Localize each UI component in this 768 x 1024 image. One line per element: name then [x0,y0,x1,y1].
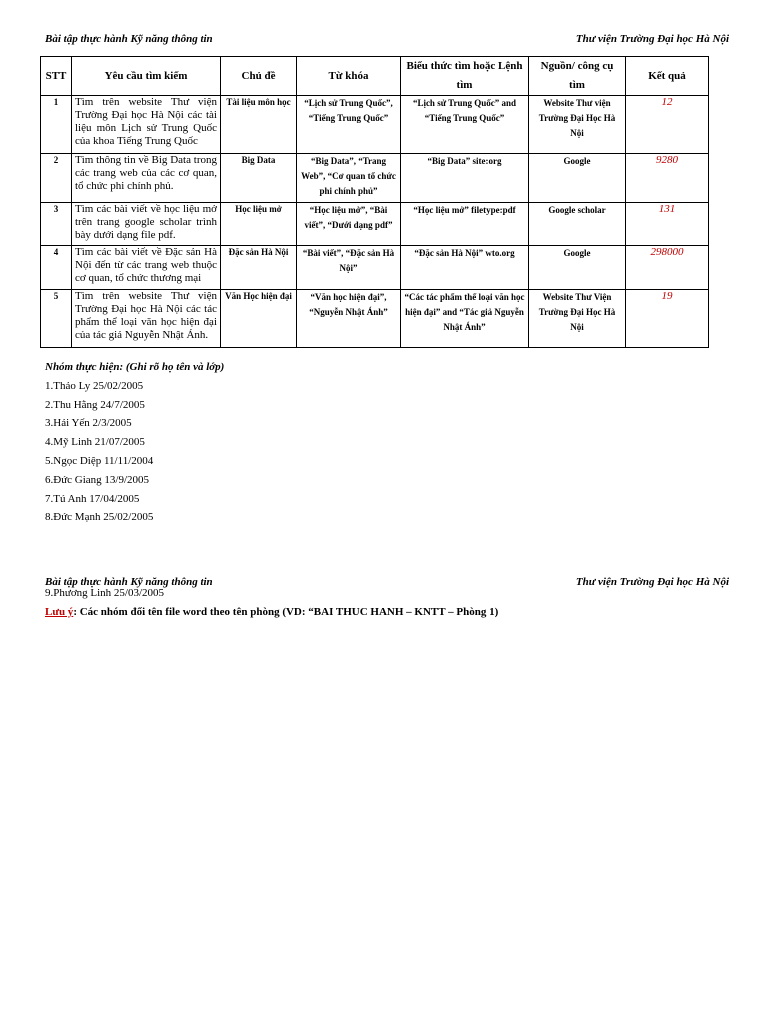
table-row [41,290,709,348]
search-request: Tìm trên website Thư viện Trường Đại học Hà Nội các tài liệu môn Lịch sử Trung Quốc của khoa Tiếng Trung Quốc [72,96,221,154]
list-item: 2.Thu Hằng 24/7/2005 [45,398,145,411]
table-row [41,96,709,154]
keywords: “Big Data”, “Trang Web”, “Cơ quan tổ chức phi chính phủ” [297,154,401,203]
table-header-row [41,57,709,96]
row-number: 5 [41,290,72,348]
search-request: Tìm các bài viết về Đặc sản Hà Nội đến từ các trang web thuộc cơ quan, tổ chức thương mại [72,246,221,290]
column-header-request: Yêu cầu tìm kiếm [72,57,221,96]
column-header-result: Kết quả [626,57,709,96]
header-left: Bài tập thực hành Kỹ năng thông tin [45,576,213,588]
search-source: Google [529,154,626,203]
search-request: Tìm trên website Thư viện Trường Đại học Hà Nội các tác phẩm thể loại văn học hiện đại của tác giả Nguyễn Nhật Ánh. [72,290,221,348]
result-count: 131 [626,203,709,246]
keywords: “Lịch sử Trung Quốc”, “Tiếng Trung Quốc” [297,96,401,154]
list-item: 8.Đức Mạnh 25/02/2005 [45,511,154,524]
page-header [45,33,729,45]
row-number: 3 [41,203,72,246]
list-item: 1.Thảo Ly 25/02/2005 [45,379,144,392]
note-text: : Các nhóm đổi tên file word theo tên phòng (VD: “BAI THUC HANH – KNTT – Phòng 1) [73,606,499,618]
column-header-expression: Biểu thức tìm hoặc Lệnh tìm [401,57,529,96]
column-header-stt: STT [41,57,72,96]
column-header-topic: Chủ đề [221,57,297,96]
keywords: “Văn học hiện đại”, “Nguyễn Nhật Ánh” [297,290,401,348]
list-item: 7.Tú Anh 17/04/2005 [45,492,140,505]
topic: Big Data [221,154,297,203]
search-source: Google [529,246,626,290]
note-label: Lưu ý [45,606,74,618]
table-row [41,154,709,203]
header-left: Bài tập thực hành Kỹ năng thông tin [45,33,213,45]
search-request: Tìm các bài viết về học liệu mở trên trang google scholar trình bày dưới dạng file pdf. [72,203,221,246]
result-count: 12 [626,96,709,154]
table-row [41,203,709,246]
topic: Tài liệu môn học [221,96,297,154]
search-expression: “Big Data” site:org [401,154,529,203]
row-number: 2 [41,154,72,203]
row-number: 4 [41,246,72,290]
column-header-source: Nguồn/ công cụ tìm [529,57,626,96]
search-expression: “Đặc sản Hà Nội” wto.org [401,246,529,290]
result-count: 9280 [626,154,709,203]
topic: Đặc sản Hà Nội [221,246,297,290]
search-source: Website Thư Viện Trường Đại Học Hà Nội [529,290,626,348]
table-row [41,246,709,290]
keywords: “Học liệu mở”, “Bài viết”, “Dưới dạng pdf” [297,203,401,246]
search-exercise-table [40,56,709,348]
topic: Học liệu mở [221,203,297,246]
column-header-keywords: Từ khóa [297,57,401,96]
list-item: 4.Mỹ Linh 21/07/2005 [45,436,145,449]
search-source: Website Thư viện Trường Đại Học Hà Nội [529,96,626,154]
list-item: 9.Phương Linh 25/03/2005 [45,587,165,599]
list-item: 5.Ngọc Diệp 11/11/2004 [45,454,154,467]
search-request: Tìm thông tin về Big Data trong các trang web của các cơ quan, tổ chức phi chính phủ. [72,154,221,203]
keywords: “Bài viết”, “Đặc sản Hà Nội” [297,246,401,290]
search-expression: “Các tác phẩm thể loại văn học hiện đại” and “Tác giả Nguyễn Nhật Ánh” [401,290,529,348]
group-members-section [45,358,224,527]
result-count: 298000 [626,246,709,290]
list-item: 3.Hải Yến 2/3/2005 [45,417,132,430]
topic: Văn Học hiện đại [221,290,297,348]
result-count: 19 [626,290,709,348]
header-right: Thư viện Trường Đại học Hà Nội [575,33,729,45]
group-title: Nhóm thực hiện: (Ghi rõ họ tên và lớp) [45,361,225,373]
list-item: 6.Đức Giang 13/9/2005 [45,473,150,486]
search-source: Google scholar [529,203,626,246]
header-right: Thư viện Trường Đại học Hà Nội [575,576,729,588]
row-number: 1 [41,96,72,154]
search-expression: “Lịch sử Trung Quốc” and “Tiếng Trung Quốc” [401,96,529,154]
note [45,606,498,618]
search-expression: “Học liệu mở” filetype:pdf [401,203,529,246]
